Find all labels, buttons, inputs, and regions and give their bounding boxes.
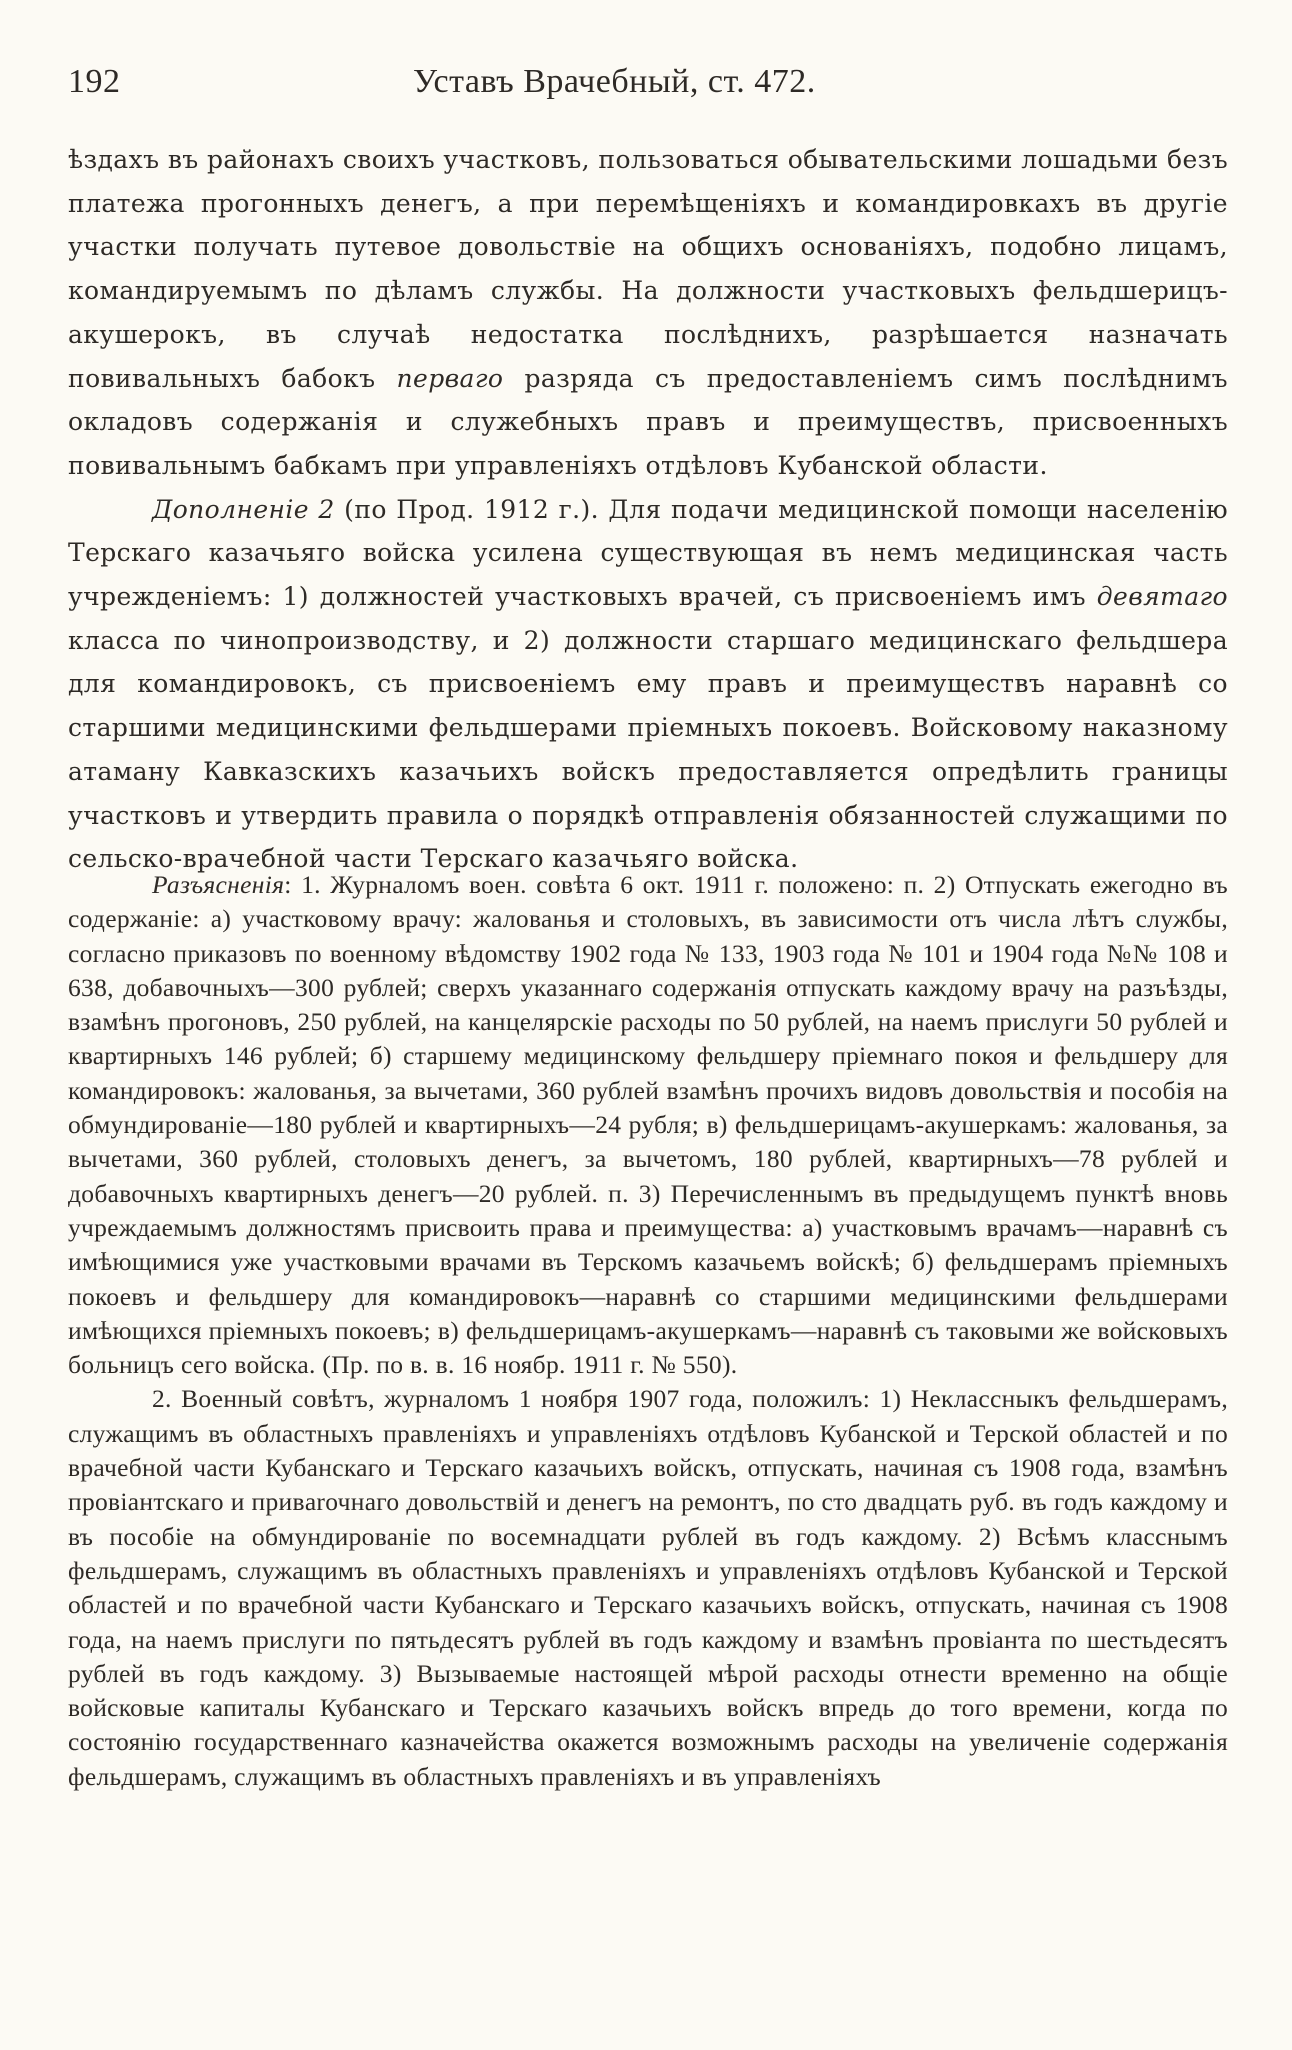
paragraph-continuation-italic: перваго <box>396 363 504 393</box>
paragraph-continuation <box>68 138 1228 488</box>
running-head: Уставъ Врачебный, ст. 472. <box>413 63 816 100</box>
page-number: 192 <box>68 63 121 100</box>
note-1-text: : 1. Журналомъ воен. совѣта 6 окт. 1911 г. положено: п. 2) Отпускать ежегодно въ содержаніе: а) участковому врачу: жалованья и столовыхъ, въ зависимости отъ числа лѣтъ службы, согласно приказовъ по военному вѣдомству 1902 года № 133, 1903 года № 101 и 1904 года №№ 108 и 638, добавочныхъ—300 рублей; сверхъ указаннаго содержанія отпускать каждому врачу на разъѣзды, взамѣнъ прогоновъ, 250 рублей, на канцелярскіе расходы по 50 рублей, на наемъ прислуги 50 рублей и квартирныхъ 146 рублей; б) старшему медицинскому фельдшеру пріемнаго покоя и фельдшеру для командировокъ: жалованья, за вычетами, 360 рублей взамѣнъ прочихъ видовъ довольствія и пособія на обмундированіе—180 рублей и квартирныхъ—24 рубля; в) фельдшерицамъ-акушеркамъ: жалованья, за вычетами, 360 рублей, столовыхъ денегъ, за вычетомъ, 180 рублей, квартирныхъ—78 рублей и добавочныхъ квартирныхъ денегъ—20 рублей. п. 3) Перечисленнымъ въ предыдущемъ пунктѣ вновь учреждаемымъ должностямъ присвоить права и преимущества: а) участковымъ врачамъ—наравнѣ съ имѣющимися уже участковыми врачами въ Терскомъ казачьемъ войскѣ; б) фельдшерамъ пріемныхъ покоевъ и фельдшеру для командировокъ—наравнѣ со старшими медицинскими фельдшерами имѣющихся пріемныхъ покоевъ; в) фельдшерицамъ-акушеркамъ—наравнѣ съ таковыми же войсковыхъ больницъ сего войска. (Пр. по в. в. 16 ноябр. 1911 г. № 550). <box>68 870 1228 1380</box>
note-1 <box>68 868 1228 1382</box>
paragraph-continuation-end: разряда съ предоставленіемъ симъ послѣднимъ окладовъ содержанія и служебныхъ правъ и преимуществъ, присвоенныхъ повивальнымъ бабкамъ при управленіяхъ отдѣловъ Кубанской области. <box>68 363 1228 480</box>
paragraph-continuation-text: ѣздахъ въ районахъ своихъ участковъ, пользоваться обывательскими лошадьми безъ платежа прогонныхъ денегъ, а при перемѣщеніяхъ и командировкахъ въ другіе участки получать путевое довольствіе на общихъ основаніяхъ, подобно лицамъ, командируемымъ по дѣламъ службы. На должности участковыхъ фельдшерицъ-акушерокъ, въ случаѣ недостатка послѣднихъ, разрѣшается назначать повивальныхъ бабокъ <box>68 145 1228 393</box>
note-2 <box>68 1382 1228 1794</box>
note-2-text: 2. Военный совѣтъ, журналомъ 1 ноября 1907 года, положилъ: 1) Неклассныкъ фельдшерамъ, служащимъ въ областныхъ правленіяхъ и управленіяхъ отдѣловъ Кубанской и Терской областей и по врачебной части Кубанскаго и Терскаго казачьихъ войскъ, отпускать, начиная съ 1908 года, взамѣнъ провіантскаго и привarочнаго довольствій и денегъ на ремонтъ, по сто двадцать руб. въ годъ каждому и въ пособіе на обмундированіе по восемнадцати рублей въ годъ каждому. 2) Всѣмъ класснымъ фельдшерамъ, служащимъ въ областныхъ правленіяхъ и управленіяхъ отдѣловъ Кубанской и Терской областей и по врачебной части Кубанскаго и Терскаго казачьихъ войскъ, отпускать, начиная съ 1908 года, на наемъ прислуги по пятьдесятъ рублей въ годъ каждому и взамѣнъ провіанта по шестьдесятъ рублей въ годъ каждому. 3) Вызываемые настоящей мѣрой расходы отнести временно на общіе войсковые капиталы Кубанскаго и Терскаго казачьихъ войскъ впредь до того времени, когда по состоянію государственнаго казначейства окажется возможнымъ расходы на увеличеніе содержанія фельдшерамъ, служащимъ въ областныхъ правленіяхъ и въ управленіяхъ <box>68 1384 1228 1791</box>
supplement-2-label: Дополненіе 2 <box>152 494 335 524</box>
page-header <box>68 60 1228 104</box>
supplement-2-text-b: класса по чинопроизводству, и 2) должности старшаго медицинскаго фельдшера для командировокъ, съ присвоеніемъ ему правъ и преимуществъ наравнѣ со старшими медицинскими фельдшерами пріемныхъ покоевъ. Войсковому наказному атаману Кавказскихъ казачьихъ войскъ предоставляется опредѣлить границы участковъ и утвердить правила о порядкѣ отправленія обязанностей служащими по сельско-врачебной части Терскаго казачьяго войска. <box>68 625 1228 874</box>
supplement-2-paragraph <box>68 488 1228 881</box>
notes-label: Разъясненія <box>152 870 285 899</box>
notes-block <box>68 868 1228 1794</box>
supplement-2-italic: девятаго <box>1096 582 1228 612</box>
main-text-block <box>68 138 1228 881</box>
supplement-2-text-a: (по Прод. 1912 г.). Для подачи медицинской помощи населенію Терскаго казачьяго войска усилена существующая въ немъ медицинская часть учрежденіемъ: 1) должностей участковыхъ врачей, съ присвоеніемъ имъ <box>68 494 1228 612</box>
